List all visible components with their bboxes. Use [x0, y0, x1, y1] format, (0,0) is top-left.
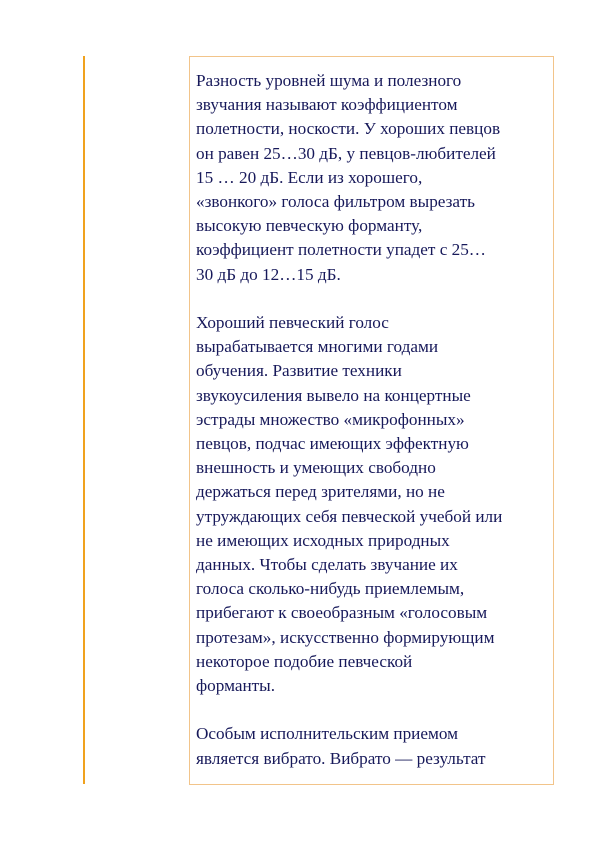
text-line: «звонкого» голоса фильтром вырезать [196, 192, 475, 212]
text-line: Хороший певческий голос [196, 313, 389, 333]
text-line: высокую певческую форманту, [196, 216, 423, 236]
text-line: некоторое подобие певческой [196, 651, 413, 671]
text-line: 15 … 20 дБ. Если из хорошего, [196, 167, 423, 187]
text-line: певцов, подчас имеющих эффектную [196, 434, 469, 454]
text-line: форманты. [196, 676, 276, 696]
text-line: утруждающих себя певческой учебой или [196, 506, 503, 526]
paragraph-1 [196, 69, 552, 287]
text-line: звукоусиления вывело на концертные [196, 385, 471, 405]
text-line: Особым исполнительским приемом [196, 724, 459, 744]
text-line: протезам», искусственно формирующим [196, 627, 495, 647]
text-line: данных. Чтобы сделать звучание их [196, 555, 458, 575]
text-line: обучения. Развитие техники [196, 361, 402, 381]
text-line: звучания называют коэффициентом [196, 95, 458, 115]
document-body [196, 69, 552, 795]
text-line: голоса сколько-нибудь приемлемым, [196, 579, 465, 599]
text-line: эстрады множество «микрофонных» [196, 409, 465, 429]
text-line: прибегают к своеобразным «голосовым [196, 603, 488, 623]
text-line: он равен 25…30 дБ, у певцов-любителей [196, 143, 496, 163]
text-line: полетности, носкости. У хороших певцов [196, 119, 501, 139]
text-line: не имеющих исходных природных [196, 530, 450, 550]
text-line: является вибрато. Вибрато — результат [196, 748, 486, 768]
text-line: внешность и умеющих свободно [196, 458, 436, 478]
text-line: вырабатывается многими годами [196, 337, 439, 357]
text-line: держаться перед зрителями, но не [196, 482, 445, 502]
paragraph-2 [196, 311, 552, 698]
text-line: 30 дБ до 12…15 дБ. [196, 264, 341, 284]
text-line: коэффициент полетности упадет с 25… [196, 240, 486, 260]
text-line: Разность уровней шума и полезного [196, 71, 462, 90]
paragraph-3 [196, 722, 552, 770]
left-margin-rule [83, 56, 85, 784]
